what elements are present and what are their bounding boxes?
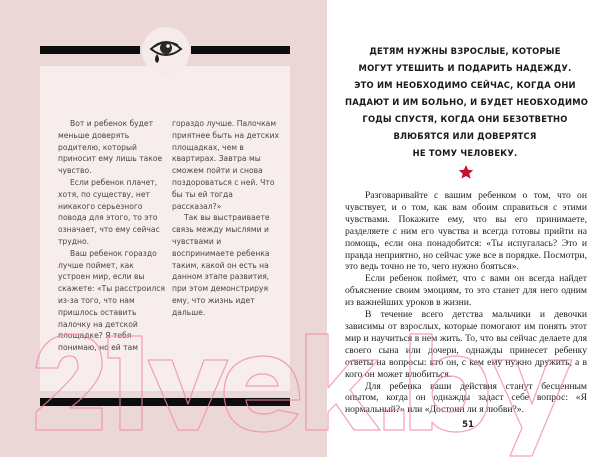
paragraph: гораздо лучше. Палочкам приятнее быть на детских площадках, чем в квартирах. Завтра мы сможем пойти и снова поздороваться с ней. Что бы ты ей тогда рассказал?» [172,119,279,211]
paragraph: Для ребенка ваши действия станут бесценным опытом, когда он однажды задаст себе вопрос: «Я нормальный?» или «Достоин ли я любви?». [345,380,587,416]
text-column-2 [172,118,280,319]
star-icon [458,164,474,180]
paragraph: В течение всего детства мальчики и девочки зависимы от взрослых, которые помогают им понять этот мир и научиться в нем жить. То, что вы сейчас делаете для своего сына или дочери, однажды принесет ребенку ответы на вопросы: кто он, с кем ему нужно дружить, а в кого он может влюбиться. [345,309,587,380]
bottom-rule [40,398,290,406]
page-number: 51 [462,420,474,430]
heading-line: ЭТО ИМ НЕОБХОДИМО СЕЙЧАС, КОГДА ОНИ [354,80,576,90]
paragraph: Так вы выстраиваете связь между мыслями и чувствами и воспринимаете ребенка таким, какой он есть на данном этапе развития, при этом демонстрируя ему, что жизнь идет дальше. [172,213,270,317]
paragraph: Если ребенок поймет, что с вами он всегда найдет объяснение своим эмоциям, то это станет для него одним из важнейших уроков в жизни. [345,273,587,309]
heading-line: ВЛЮБЯТСЯ ИЛИ ДОВЕРЯТСЯ [393,131,537,141]
top-rule-right [191,46,290,54]
crying-eye-icon [142,27,190,75]
paragraph: Разговаривайте с вашим ребенком о том, что он чувствует, и о том, как вам обоим справиться с этими чувствами. Покажите ему, что вы его принимаете, разделяете с ним его чувства и всегда готовы прийти на помощь, если она понадобится: «Ты испугалась? Это и правда неприятно, но сейчас уже все в порядке. Посмотри, это ведь точно не то, чего нужно бояться». [345,190,587,273]
heading-line: ГОДЫ СПУСТЯ, КОГДА ОНИ БЕЗОТВЕТНО [362,114,568,124]
text-column-1 [58,118,166,354]
heading-line: ДЕТЯМ НУЖНЫ ВЗРОСЛЫЕ, КОТОРЫЕ [369,46,561,56]
paragraph: Вот и ребенок будет меньше доверять родителю, который приносит ему лишь такое чувство. [58,119,163,176]
body-text [345,190,587,416]
heading-line: ПАДАЮТ И ИМ БОЛЬНО, И БУДЕТ НЕОБХОДИМО [345,97,589,107]
pull-quote-heading [345,43,589,162]
paragraph: Ваш ребенок гораздо лучше поймет, как устроен мир, если вы скажете: «Ты расстроился из-за того, что нам пришлось оставить палочку на детской площадке? Я тебя понимаю, но ей там [58,248,165,353]
top-rule-left [40,46,140,54]
heading-line: МОГУТ УТЕШИТЬ И ПОДАРИТЬ НАДЕЖДУ. [358,63,572,73]
heading-line: НЕ ТОМУ ЧЕЛОВЕКУ. [412,148,518,158]
paragraph: Если ребенок плачет, хотя, по существу, нет никакого серьезного повода для этого, то это означает, что ему сейчас трудно. [58,177,160,246]
